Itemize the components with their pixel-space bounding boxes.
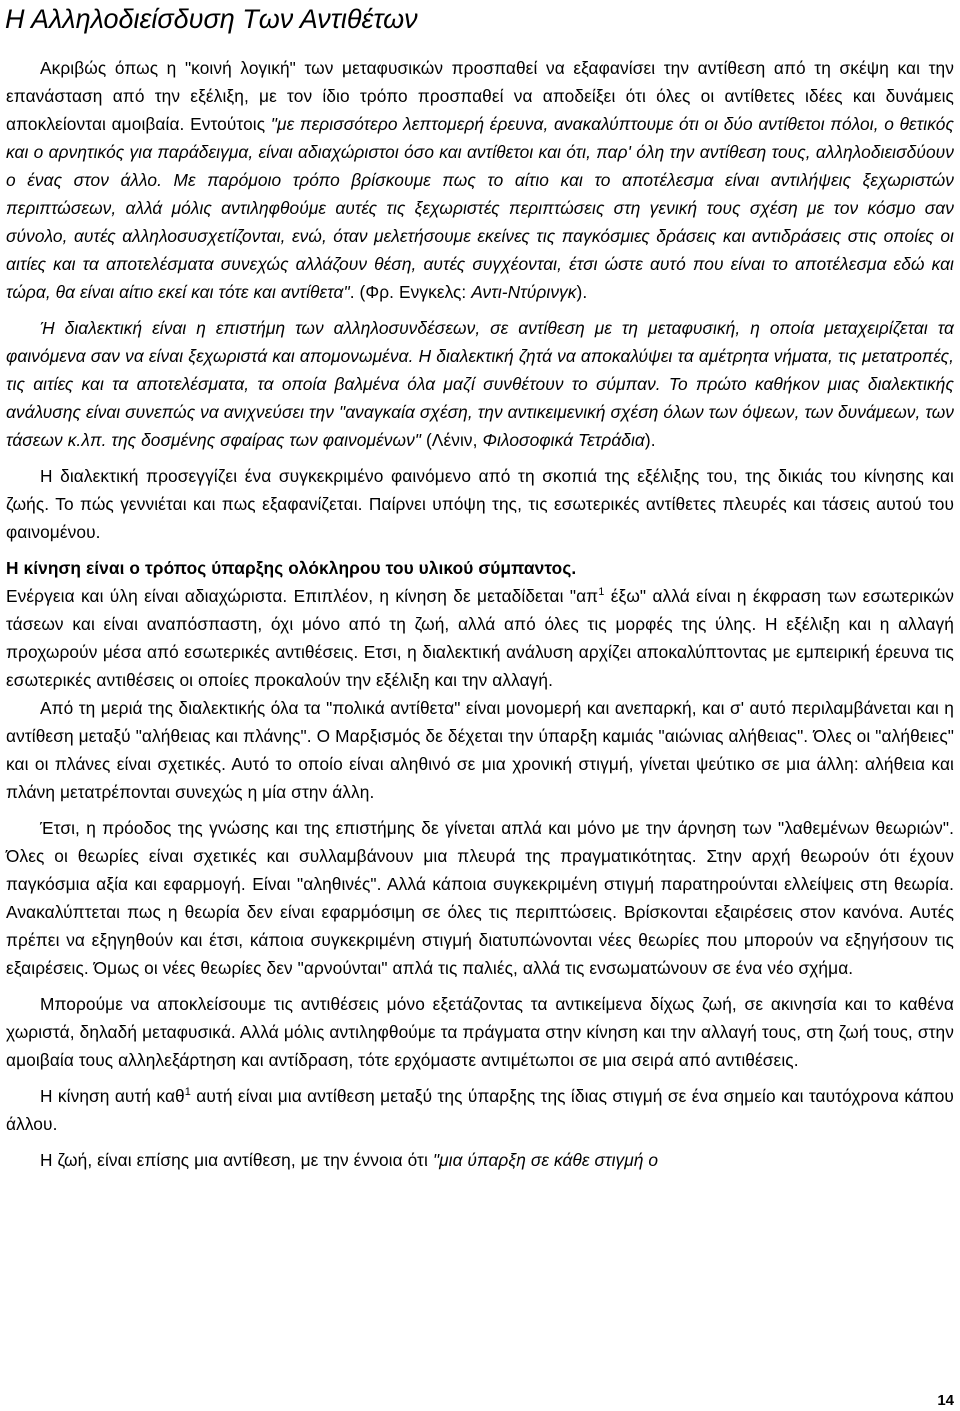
text-span: έξω" αλλά είναι η έκφραση των εσωτερικών τάσεων και είναι αναπόσπαστη, όχι μόνο από τη ζωή, αλλά από όλες τις μορφές της ύλης. Η εξέλιξη και η αλλαγή προχωρούν μέσα από εσωτερικές αντιθέσεις. Ετσι, η διαλεκτική ανάλυση αρχίζει αποκαλύπτοντας με εμπειρική έρευνα τις εσωτερικές αντιθέσεις οι οποίες προκαλούν την εξέλιξη και την αλλαγή. [6, 586, 954, 690]
text-span: ). [644, 430, 656, 450]
paragraph [6, 990, 954, 1074]
italic-text: Αντι-Ντύρινγκ [471, 282, 577, 302]
paragraph [6, 54, 954, 306]
italic-text: Ή διαλεκτική είναι η επιστήμη των αλληλοσυνδέσεων, σε αντίθεση με τη μεταφυσική, η οποία μεταχειρίζεται τα φαινόμενα σαν να είναι ξεχωριστά και απομονωμένα. Η διαλεκτική ζητά να αποκαλύψει τα αμέτρητα νήματα, τις μετατροπές, τις αιτίες και τα αποτελέσματα, τα οποία βαλμένα όλα μαζί συνθέτουν το σύμπαν. Το πρώτο καθήκον μιας διαλεκτικής ανάλυσης είναι συνεπώς να ανιχνεύσει την "αναγκαία σχέση, την αντικειμενική σχέση όλων των όψεων, των δυνάμεων, των τάσεων κ.λπ. της δοσμένης σφαίρας των φαινομένων" [6, 318, 954, 450]
page-number: 14 [937, 1392, 954, 1409]
paragraph [6, 694, 954, 806]
text-span: Ενέργεια και ύλη είναι αδιαχώριστα. Επιπλέον, η κίνηση δε μεταδίδεται "απ [6, 586, 599, 606]
text-span: Από τη μεριά της διαλεκτικής όλα τα "πολικά αντίθετα" είναι μονομερή και ανεπαρκή, και σ' αυτό περιλαμβάνεται και η αντίθεση μεταξύ "αλήθειας και πλάνης". Ο Μαρξισμός δε δέχεται την ύπαρξη καμιάς "αιώνιας αλήθειας". Όλες οι "αλήθειες" και οι πλάνες είναι σχετικές. Αυτό το οποίο είναι αληθινό σε μια χρονική στιγμή, γίνεται ψεύτικο σε μια άλλη: αλήθεια και πλάνη μετατρέπονται συνεχώς η μία στην άλλη. [6, 698, 954, 802]
italic-text: "με περισσότερο λεπτομερή έρευνα, ανακαλύπτουμε ότι οι δύο αντίθετοι πόλοι, ο θετικός και ο αρνητικός για παράδειγμα, είναι αδιαχώριστοι όσο και αντίθετοι και ότι, παρ' όλη την αντίθεση τους, αλληλοδιεισδύουν ο ένας στον άλλο. Με παρόμοιο τρόπο βρίσκουμε πως το αίτιο και το αποτέλεσμα είναι αντιλήψεις ξεχωριστών περιπτώσεων, αλλά μόλις αντιληφθούμε αυτές τις ξεχωριστές περιπτώσεις στη γενική τους σχέση με τον κόσμο σαν σύνολο, αυτές αλληλοσυσχετίζονται, ενώ, όταν μελετήσουμε εκείνες τις παγκόσμιες δράσεις και αντιδράσεις στις οποίες οι αιτίες και τα αποτελέσματα συνεχώς αλλάζουν θέση, αυτές συγχέονται, έτσι ώστε αυτό που είναι το αποτέλεσμα εδώ και τώρα, θα είναι αίτιο εκεί και τότε και αντίθετα" [6, 114, 954, 302]
text-span: Η ζωή, είναι επίσης μια αντίθεση, με την έννοια ότι [40, 1150, 433, 1170]
text-span: Έτσι, η πρόοδος της γνώσης και της επιστήμης δε γίνεται απλά και μόνο με την άρνηση των "λαθεμένων θεωριών". Όλες οι θεωρίες είναι σχετικές και συλλαμβάνουν μια πλευρά της πραγματικότητας. Στην αρχή θεωρούν ότι έχουν παγκόσμια αξία και εφαρμογή. Είναι "αληθινές". Αλλά κάποια συγκεκριμένη στιγμή παρατηρούνται ελλείψεις στη θεωρία. Ανακαλύπτεται πως η θεωρία δεν είναι εφαρμόσιμη σε όλες τις περιπτώσεις. Βρίσκονται εξαιρέσεις στον κανόνα. Αυτές πρέπει να εξηγηθούν και έτσι, κάποια συγκεκριμένη στιγμή διατυπώνονται νέες θεωρίες που μπορούν να εξηγήσουν τις εξαιρέσεις. Όμως οι νέες θεωρίες δεν "αρνούνται" απλά τις παλιές, αλλά τις ενσωματώνουν σε ένα νέο σχήμα. [6, 818, 954, 978]
superscript-text: 1 [184, 1086, 191, 1098]
paragraph [6, 462, 954, 546]
superscript-text: 1 [598, 586, 605, 598]
page-title: Η Αλληλοδιείσδυση Των Αντιθέτων [5, 4, 418, 34]
text-span: αυτή είναι μια αντίθεση μεταξύ της ύπαρξης της ίδιας στιγμή σε ένα σημείο και ταυτόχρονα κάπου άλλου. [6, 1086, 954, 1134]
paragraph [6, 314, 954, 454]
text-span: (Λένιν, [421, 430, 483, 450]
paragraph [6, 1146, 954, 1174]
paragraph [6, 1082, 954, 1138]
italic-text: "μια ύπαρξη σε κάθε στιγμή ο [432, 1150, 659, 1170]
text-span: ). [576, 282, 588, 302]
bold-text: Η κίνηση είναι ο τρόπος ύπαρξης ολόκληρου του υλικού σύμπαντος. [6, 558, 577, 578]
paragraph [6, 582, 954, 694]
text-span: Ακριβώς όπως η "κοινή λογική" των μεταφυσικών προσπαθεί να εξαφανίσει την αντίθεση από τη σκέψη και την επανάσταση από την εξέλιξη, με τον ίδιο τρόπο προσπαθεί να αποδείξει ότι όλες οι αντίθετες ιδέες και δυνάμεις αποκλείονται αμοιβαία. Εντούτοις [6, 58, 954, 134]
paragraph [6, 814, 954, 982]
paragraph [6, 554, 954, 582]
text-span: Μπορούμε να αποκλείσουμε τις αντιθέσεις μόνο εξετάζοντας τα αντικείμενα δίχως ζωή, σε ακινησία και το καθένα χωριστά, δηλαδή μεταφυσικά. Αλλά μόλις αντιληφθούμε τα πράγματα στην κίνηση και την αλλαγή τους, στη ζωή τους, στην αμοιβαία τους αλληλεξάρτηση και αντίδραση, τότε ερχόμαστε αντιμέτωποι σε μια σειρά από αντιθέσεις. [6, 994, 954, 1070]
text-span: . (Φρ. Ενγκελς: [349, 282, 472, 302]
text-span: Η διαλεκτική προσεγγίζει ένα συγκεκριμένο φαινόμενο από τη σκοπιά της εξέλιξης του, της δικιάς του κίνησης και ζωής. Το πώς γεννιέται και πως εξαφανίζεται. Παίρνει υπόψη της, τις εσωτερικές αντίθετες πλευρές και τάσεις αυτού του φαινομένου. [6, 466, 954, 542]
document-body [6, 54, 954, 1182]
italic-text: Φιλοσοφικά Τετράδια [482, 430, 645, 450]
text-span: Η κίνηση αυτή καθ [40, 1086, 185, 1106]
